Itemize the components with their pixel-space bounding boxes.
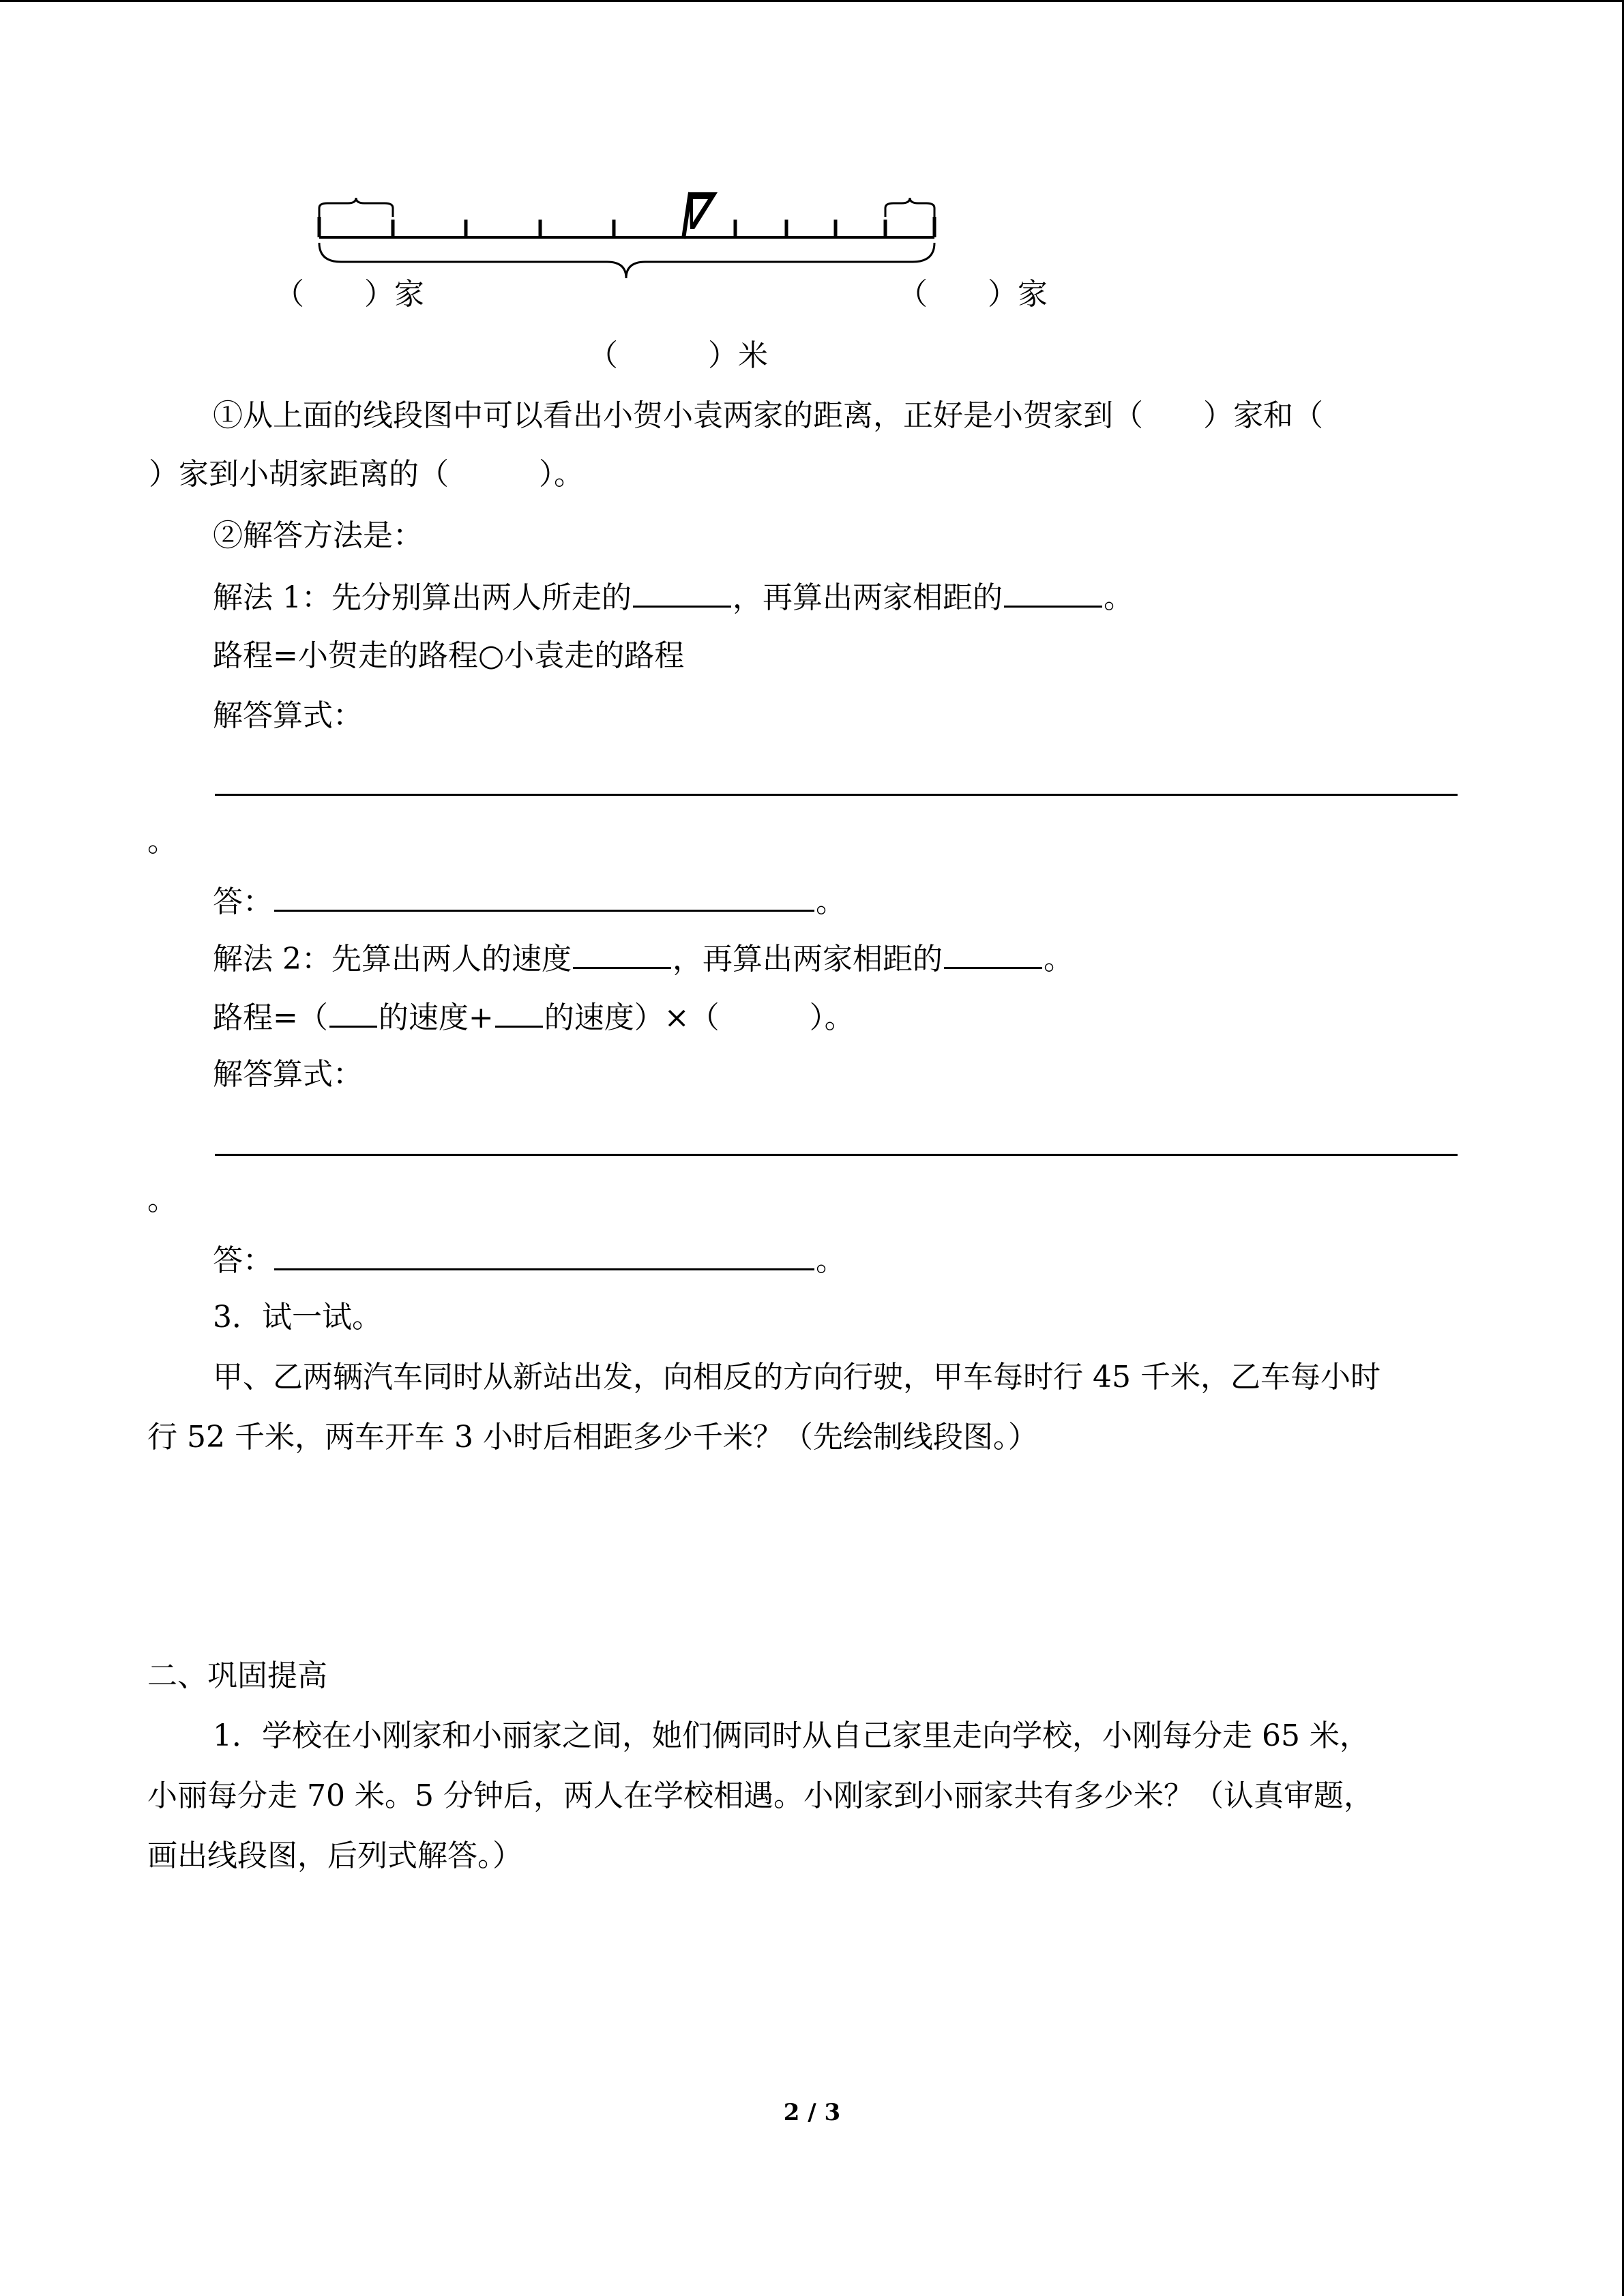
formula-1: 路程=小贺走的路程○小袁走的路程: [213, 638, 685, 673]
diagram-left-label: （ ）家: [274, 277, 424, 312]
method-2-prefix: 解法 2：先算出两人的速度: [213, 942, 572, 976]
left-top-brace: [319, 198, 393, 217]
answer-blank[interactable]: [573, 937, 671, 969]
answer-1-end: 。: [816, 884, 846, 919]
flag-pole: [683, 192, 690, 239]
method-2-end: 。: [1043, 942, 1074, 976]
page-number: 2 / 3: [783, 2099, 841, 2126]
method-1-end: 。: [1103, 580, 1134, 615]
answer-blank[interactable]: [944, 937, 1042, 969]
formula-2: [213, 996, 855, 1039]
method-1-prefix: 解法 1：先分别算出两人所走的: [213, 580, 632, 615]
flag-icon: [689, 192, 718, 229]
formula-2-c: 的速度）×（ ）。: [544, 1000, 855, 1035]
answer-blank[interactable]: [329, 996, 377, 1028]
bottom-brace: [319, 243, 934, 278]
question-3-title: 3．试一试。: [213, 1300, 382, 1335]
right-top-brace: [885, 198, 934, 217]
period-2: 。: [147, 1182, 177, 1217]
period-1: 。: [147, 824, 177, 859]
question-1-line-2: ）家到小胡家距离的（ ）。: [149, 457, 584, 492]
method-2: [213, 937, 1074, 980]
problem-1-line-1: 1．学校在小刚家和小丽家之间，她们俩同时从自己家里走向学校，小刚每分走 65 米，: [213, 1718, 1370, 1753]
question-1-line-1: ①从上面的线段图中可以看出小贺小袁两家的距离，正好是小贺家到（ ）家和（: [213, 398, 1323, 433]
answer-1: [213, 880, 846, 923]
question-3-line-2: 行 52 千米，两车开车 3 小时后相距多少千米？（先绘制线段图。）: [147, 1420, 1038, 1455]
method-2-middle: ，再算出两家相距的: [672, 942, 943, 976]
answer-blank[interactable]: [1004, 576, 1102, 608]
method-1: [213, 576, 1134, 618]
calculation-label-1: 解答算式：: [213, 698, 363, 733]
answer-line-2[interactable]: [215, 1154, 1458, 1156]
answer-2-label: 答：: [213, 1243, 273, 1278]
diagram-bottom-label: （ ）米: [588, 338, 768, 373]
section-title: 二、巩固提高: [147, 1658, 327, 1693]
answer-blank[interactable]: [495, 996, 543, 1028]
question-3-line-1: 甲、乙两辆汽车同时从新站出发，向相反的方向行驶，甲车每时行 45 千米，乙车每小时: [213, 1360, 1381, 1395]
answer-blank[interactable]: [274, 1238, 814, 1270]
answer-2-end: 。: [816, 1243, 846, 1278]
calculation-label-2: 解答算式：: [213, 1057, 363, 1092]
answer-blank[interactable]: [633, 576, 731, 608]
diagram-right-label: （ ）家: [898, 277, 1048, 312]
answer-blank[interactable]: [274, 880, 814, 912]
answer-1-label: 答：: [213, 884, 273, 919]
formula-2-b: 的速度+: [378, 1000, 494, 1035]
formula-2-a: 路程=（: [213, 1000, 328, 1035]
problem-1-line-3: 画出线段图，后列式解答。）: [147, 1838, 522, 1873]
problem-1-line-2: 小丽每分走 70 米。5 分钟后，两人在学校相遇。小刚家到小丽家共有多少米？（认真审题，: [147, 1778, 1374, 1813]
method-1-middle: ，再算出两家相距的: [732, 580, 1003, 615]
answer-2: [213, 1238, 846, 1281]
answer-line-1[interactable]: [215, 794, 1458, 796]
question-2: ②解答方法是：: [213, 518, 423, 553]
